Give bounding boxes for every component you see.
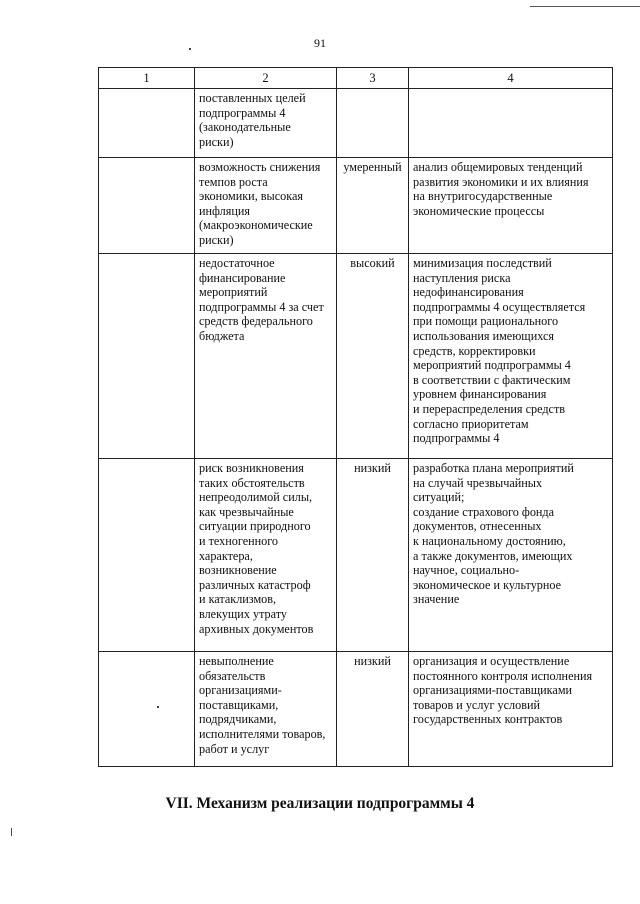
margin-mark [189,48,191,50]
risk-level-cell: высокий [337,254,409,459]
column-header-2: 2 [195,68,337,89]
risk-description-line: (макроэкономические [199,218,313,233]
mitigation-measures-cell [409,89,613,158]
risk-description-line: риск возникновения [199,461,304,475]
risk-description-line: архивных документов [199,621,314,636]
risk-level-cell [337,89,409,158]
risk-description-line: инфляция [199,203,250,218]
mitigation-measure-line: разработка плана мероприятий [413,461,574,475]
table-row [99,652,613,767]
mitigation-measure-line: значение [413,592,460,607]
mitigation-measure-line: средств, корректировки [413,343,536,358]
empty-number-cell [99,459,195,652]
risk-description-line: и техногенного [199,533,279,548]
mitigation-measure-line: наступления риска [413,270,511,285]
mitigation-measure-line: экономические процессы [413,203,545,218]
mitigation-measure-line: использования имеющихся [413,328,554,343]
risk-description-line: исполнителями товаров, [199,726,326,741]
table-row [99,158,613,254]
risk-description-line: возникновение [199,563,277,578]
risk-description-line: поставленных целей [199,91,306,105]
risk-description-cell [195,254,337,459]
risk-description-line: бюджета [199,328,245,343]
table-row [99,254,613,459]
table-row [99,459,613,652]
risk-description-line: работ и услуг [199,741,270,756]
risk-description-cell [195,652,337,767]
empty-number-cell [99,158,195,254]
risk-description-line: организациями- [199,683,282,698]
mitigation-measure-line: развития экономики и их влияния [413,174,589,189]
mitigation-measures-cell [409,459,613,652]
page-number: 91 [314,36,326,50]
mitigation-measure-line: анализ общемировых тенденций [413,160,583,174]
column-header-3: 3 [337,68,409,89]
mitigation-measure-line: на внутригосударственные [413,189,553,204]
risk-description-line: возможность снижения [199,160,321,174]
mitigation-measure-line: к национальному достоянию, [413,533,566,548]
mitigation-measure-line: и перераспределения средств [413,401,566,416]
risk-description-line: как чрезвычайные [199,504,294,519]
risk-description-line: экономики, высокая [199,189,303,204]
mitigation-measure-line: ситуаций; [413,490,465,505]
risk-description-line: таких обстоятельств [199,475,305,490]
mitigation-measures-cell [409,158,613,254]
mitigation-measure-line: подпрограммы 4 осуществляется [413,299,586,314]
mitigation-measure-line: в соответствии с фактическим [413,372,571,387]
risk-description-line: и катаклизмов, [199,592,277,607]
risk-level-cell: умеренный [337,158,409,254]
mitigation-measure-line: организация и осуществление [413,654,570,668]
risk-level-cell: низкий [337,652,409,767]
empty-number-cell [99,254,195,459]
empty-number-cell [99,652,195,767]
risk-description-line: различных катастроф [199,577,311,592]
risk-description-line: характера, [199,548,253,563]
mitigation-measure-line: организациями-поставщиками [413,683,573,698]
mitigation-measure-line: на случай чрезвычайных [413,475,543,490]
column-header-1: 1 [99,68,195,89]
column-header-4: 4 [409,68,613,89]
risk-description-line: подпрограммы 4 [199,105,286,120]
mitigation-measures-cell [409,254,613,459]
mitigation-measure-line: минимизация последствий [413,256,552,270]
risk-description-line: финансирование [199,270,286,285]
risk-level-cell: низкий [337,459,409,652]
mitigation-measure-line: товаров и услуг условий [413,697,541,712]
risk-description-line: недостаточное [199,256,275,270]
risk-table [98,67,613,767]
table-header-row [99,68,613,89]
section-heading: VII. Механизм реализации подпрограммы 4 [165,795,475,812]
risk-description-cell [195,158,337,254]
risk-description-line: непреодолимой силы, [199,490,313,505]
risk-table-body [99,89,613,767]
risk-description-line: темпов роста [199,174,268,189]
risk-description-cell [195,459,337,652]
risk-description-line: влекущих утрату [199,606,287,621]
mitigation-measure-line: при помощи рационального [413,314,559,329]
empty-number-cell [99,89,195,158]
mitigation-measure-line: создание страхового фонда [413,504,555,519]
mitigation-measure-line: недофинансирования [413,285,524,300]
table-row [99,89,613,158]
risk-description-line: риски) [199,232,234,247]
margin-mark [11,828,12,836]
risk-description-line: средств федерального [199,314,313,329]
risk-description-line: ситуации природного [199,519,311,534]
risk-description-cell [195,89,337,158]
mitigation-measure-line: постоянного контроля исполнения [413,668,593,683]
risk-description-line: обязательств [199,668,266,683]
mitigation-measure-line: документов, отнесенных [413,519,542,534]
mitigation-measure-line: уровнем финансирования [413,387,547,402]
risk-description-line: невыполнение [199,654,274,668]
mitigation-measure-line: научное, социально- [413,563,520,578]
mitigation-measure-line: мероприятий подпрограммы 4 [413,358,571,373]
header-rule [530,6,640,7]
risk-description-line: подрядчиками, [199,712,277,727]
mitigation-measures-cell [409,652,613,767]
risk-description-line: риски) [199,134,234,149]
risk-description-line: (законодательные [199,120,291,135]
risk-description-line: поставщиками, [199,697,279,712]
risk-description-line: подпрограммы 4 за счет [199,299,324,314]
mitigation-measure-line: согласно приоритетам [413,416,529,431]
margin-mark [157,706,159,708]
mitigation-measure-line: подпрограммы 4 [413,431,500,446]
mitigation-measure-line: а также документов, имеющих [413,548,573,563]
mitigation-measure-line: государственных контрактов [413,712,563,727]
mitigation-measure-line: экономическое и культурное [413,577,562,592]
risk-description-line: мероприятий [199,285,268,300]
